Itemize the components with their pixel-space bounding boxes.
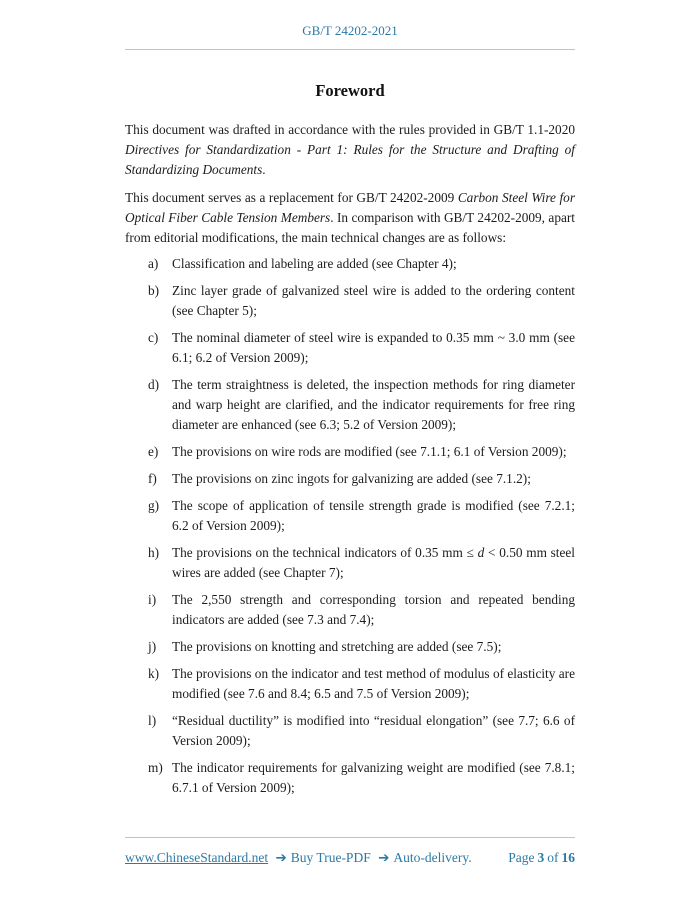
list-item-text [172,590,575,630]
text-segment: . [262,162,266,177]
list-item-text [172,375,575,435]
list-marker: h) [148,545,160,560]
paragraph [125,188,575,248]
text-segment: The nominal diameter of steel wire is expanded to 0.35 mm ~ 3.0 mm (see 6.1; 6.2 of Version 2009); [172,330,575,365]
text-segment: The provisions on wire rods are modified (see 7.1.1; 6.1 of Version 2009); [172,444,567,459]
of-label: of [547,850,559,865]
text-segment: The indicator requirements for galvanizing weight are modified (see 7.8.1; 6.7.1 of Version 2009); [172,760,575,795]
paragraph [125,120,575,180]
change-list-item [125,664,575,704]
text-segment: The provisions on the technical indicators of 0.35 mm ≤ [172,545,478,560]
intro-paragraphs [125,120,575,248]
text-segment: This document serves as a replacement for GB/T 24202-2009 [125,190,458,205]
list-marker: m) [148,760,163,775]
text-segment: The provisions on zinc ingots for galvanizing are added (see 7.1.2); [172,471,531,486]
text-segment: Classification and labeling are added (see Chapter 4); [172,256,457,271]
page-body [0,80,700,798]
foreword-content [125,120,575,798]
change-list-item [125,375,575,435]
list-item-text [172,469,575,489]
text-segment: Zinc layer grade of galvanized steel wire is added to the ordering content (see Chapter 5); [172,283,575,318]
list-marker: j) [148,639,157,654]
list-item-text [172,496,575,536]
auto-delivery-label: Auto-delivery. [393,850,472,865]
list-marker: k) [148,666,160,681]
list-marker: f) [148,471,157,486]
footer-rule [125,837,575,838]
list-item-text [172,281,575,321]
list-item-text [172,637,575,657]
list-marker: i) [148,592,157,607]
text-segment: The provisions on knotting and stretching are added (see 7.5); [172,639,502,654]
list-item-text [172,664,575,704]
text-segment: The scope of application of tensile strength grade is modified (see 7.2.1; 6.2 of Version 2009); [172,498,575,533]
change-list-item [125,469,575,489]
header-rule [125,49,575,50]
list-item-text [172,328,575,368]
site-link[interactable]: www.ChineseStandard.net [125,850,269,865]
list-item-text [172,758,575,798]
list-marker: g) [148,498,160,513]
technical-changes-list [125,254,575,798]
list-item-text [172,442,575,462]
list-marker: l) [148,713,157,728]
list-marker: c) [148,330,159,345]
change-list-item [125,254,575,274]
right-arrow-icon: ➔ [275,850,287,866]
list-item-text [172,254,575,274]
page-total: 16 [561,850,575,865]
italic-text-segment: Directives for Standardization - Part 1: Rules for the Structure and Drafting of Standardizing Documents [125,142,575,177]
footer-row [125,849,575,867]
list-item-text [172,711,575,751]
buy-pdf-label: Buy True-PDF [290,850,371,865]
change-list-item [125,758,575,798]
list-marker: b) [148,283,160,298]
right-arrow-icon: ➔ [378,850,390,866]
text-segment: The provisions on the indicator and test method of modulus of elasticity are modified (see 7.6 and 8.4; 6.5 and 7.5 of Version 2009); [172,666,575,701]
change-list-item [125,711,575,751]
page-indicator [505,849,575,867]
page-current: 3 [537,850,545,865]
list-marker: e) [148,444,159,459]
change-list-item [125,637,575,657]
text-segment: . In comparison with GB/T 24202-2009, apart from editorial modifications, the main technical changes are as follows: [125,210,575,245]
italic-text-segment: Carbon Steel Wire for Optical Fiber Cable Tension Members [125,190,576,225]
page-title: Foreword [315,81,385,100]
text-segment: “Residual ductility” is modified into “residual elongation” (see 7.7; 6.6 of Version 2009); [172,713,575,748]
change-list-item [125,496,575,536]
list-item-text [172,543,575,583]
text-segment: The term straightness is deleted, the inspection methods for ring diameter and warp height are clarified, and the indicator requirements for free ring diameter are enhanced (see 6.3; 5.2 of Version 2009); [172,377,575,432]
text-segment: < 0.50 mm steel wires are added (see Chapter 7); [172,545,575,580]
text-segment: This document was drafted in accordance with the rules provided in GB/T 1.1-2020 [125,122,575,137]
page-label: Page [508,850,535,865]
change-list-item [125,590,575,630]
change-list-item [125,328,575,368]
footer-promo [125,849,472,867]
page-header [0,0,700,50]
page-footer [125,837,575,867]
list-marker: a) [148,256,159,271]
text-segment: The 2,550 strength and corresponding torsion and repeated bending indicators are added (see 7.3 and 7.4); [172,592,575,627]
list-marker: d) [148,377,160,392]
header-doc-number: GB/T 24202-2021 [302,23,398,38]
change-list-item [125,442,575,462]
change-list-item [125,281,575,321]
italic-text-segment: d [477,545,485,560]
change-list-item [125,543,575,583]
